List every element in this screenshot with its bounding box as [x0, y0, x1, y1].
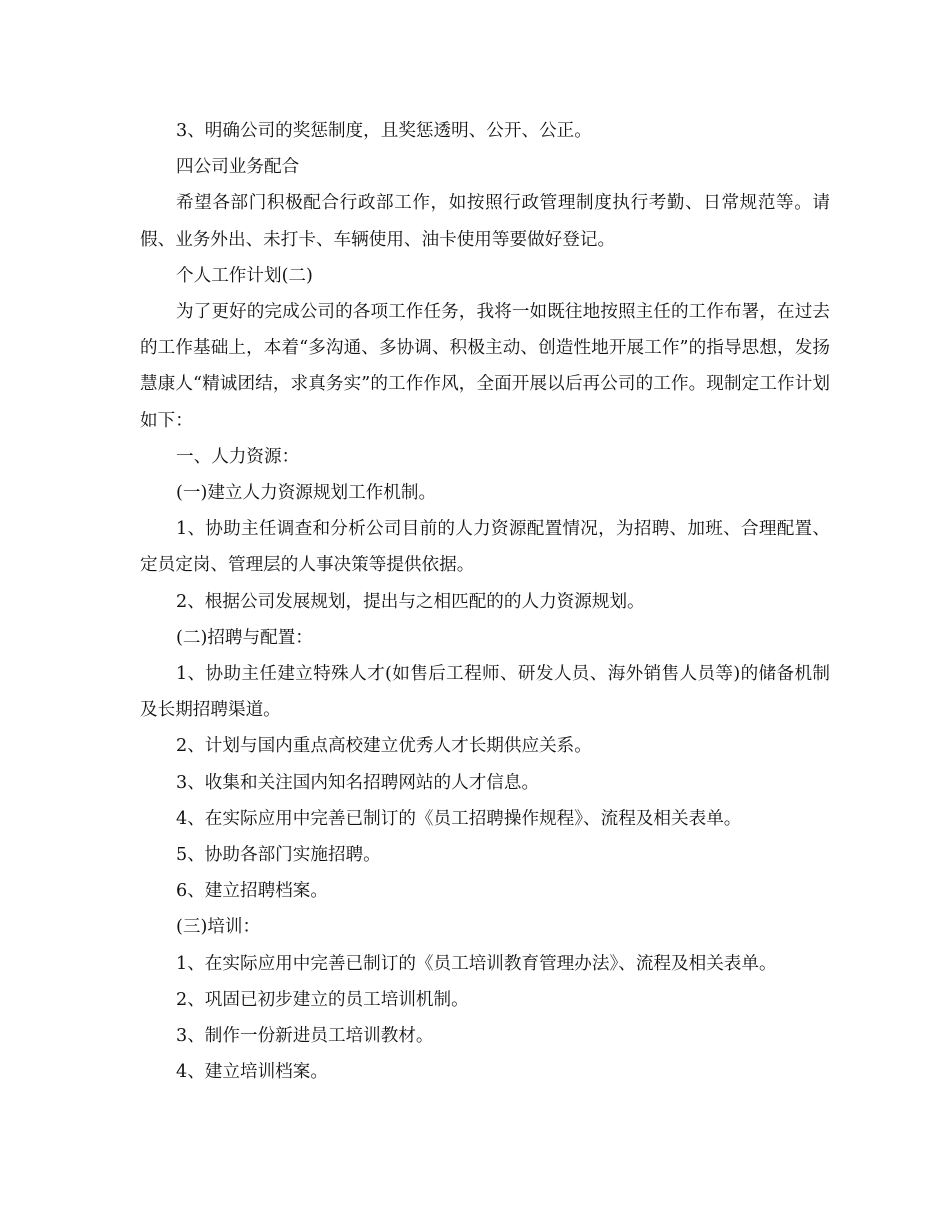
- list-item-hr-plan: 2、根据公司发展规划，提出与之相匹配的的人力资源规划。: [176, 591, 645, 612]
- list-item-hr-analysis: 1、协助主任调查和分析公司目前的人力资源配置情况，为招聘、加班、合理配置、定员定岗、管理层的人事决策等提供依据。: [140, 519, 830, 576]
- list-item-university-supply: 2、计划与国内重点高校建立优秀人才长期供应关系。: [176, 736, 592, 757]
- list-item-recruitment-rules: 4、在实际应用中完善已制订的《员工招聘操作规程》、流程及相关表单。: [176, 808, 742, 829]
- paragraph-reward-system: 3、明确公司的奖惩制度，且奖惩透明、公开、公正。: [176, 121, 592, 141]
- list-item-special-talent: 1、协助主任建立特殊人才(如售后工程师、研发人员、海外销售人员等)的储备机制及长期招聘渠道。: [140, 664, 830, 721]
- document-body: [140, 113, 830, 1090]
- list-item-training-archive: 4、建立培训档案。: [176, 1062, 328, 1083]
- subheading-training: (三)培训：: [176, 917, 261, 938]
- paragraph-department-cooperation: 希望各部门积极配合行政部工作，如按照行政管理制度执行考勤、日常规范等。请假、业务外出、未打卡、车辆使用、油卡使用等要做好登记。: [140, 193, 830, 250]
- section-heading-business-cooperation: 四公司业务配合: [176, 157, 300, 178]
- section-heading-human-resources: 一、人力资源：: [176, 446, 300, 467]
- subheading-hr-planning: (一)建立人力资源规划工作机制。: [176, 483, 437, 504]
- section-heading-work-plan-two: 个人工作计划(二): [176, 265, 313, 286]
- paragraph-plan-intro: 为了更好的完成公司的各项工作任务，我将一如既往地按照主任的工作布署，在过去的工作基础上，本着“多沟通、多协调、积极主动、创造性地开展工作”的指导思想，发扬慧康人“精诚团结，求真务实”的工作作风，全面开展以后再公司的工作。现制定工作计划如下：: [140, 302, 830, 431]
- list-item-training-rules: 1、在实际应用中完善已制订的《员工培训教育管理办法》、流程及相关表单。: [176, 953, 777, 974]
- list-item-recruitment-archive: 6、建立招聘档案。: [176, 881, 328, 902]
- list-item-talent-info: 3、收集和关注国内知名招聘网站的人才信息。: [176, 772, 540, 793]
- subheading-recruitment: (二)招聘与配置：: [176, 627, 313, 648]
- list-item-assist-recruitment: 5、协助各部门实施招聘。: [176, 845, 381, 866]
- list-item-training-mechanism: 2、巩固已初步建立的员工培训机制。: [176, 989, 469, 1010]
- list-item-training-material: 3、制作一份新进员工培训教材。: [176, 1026, 434, 1047]
